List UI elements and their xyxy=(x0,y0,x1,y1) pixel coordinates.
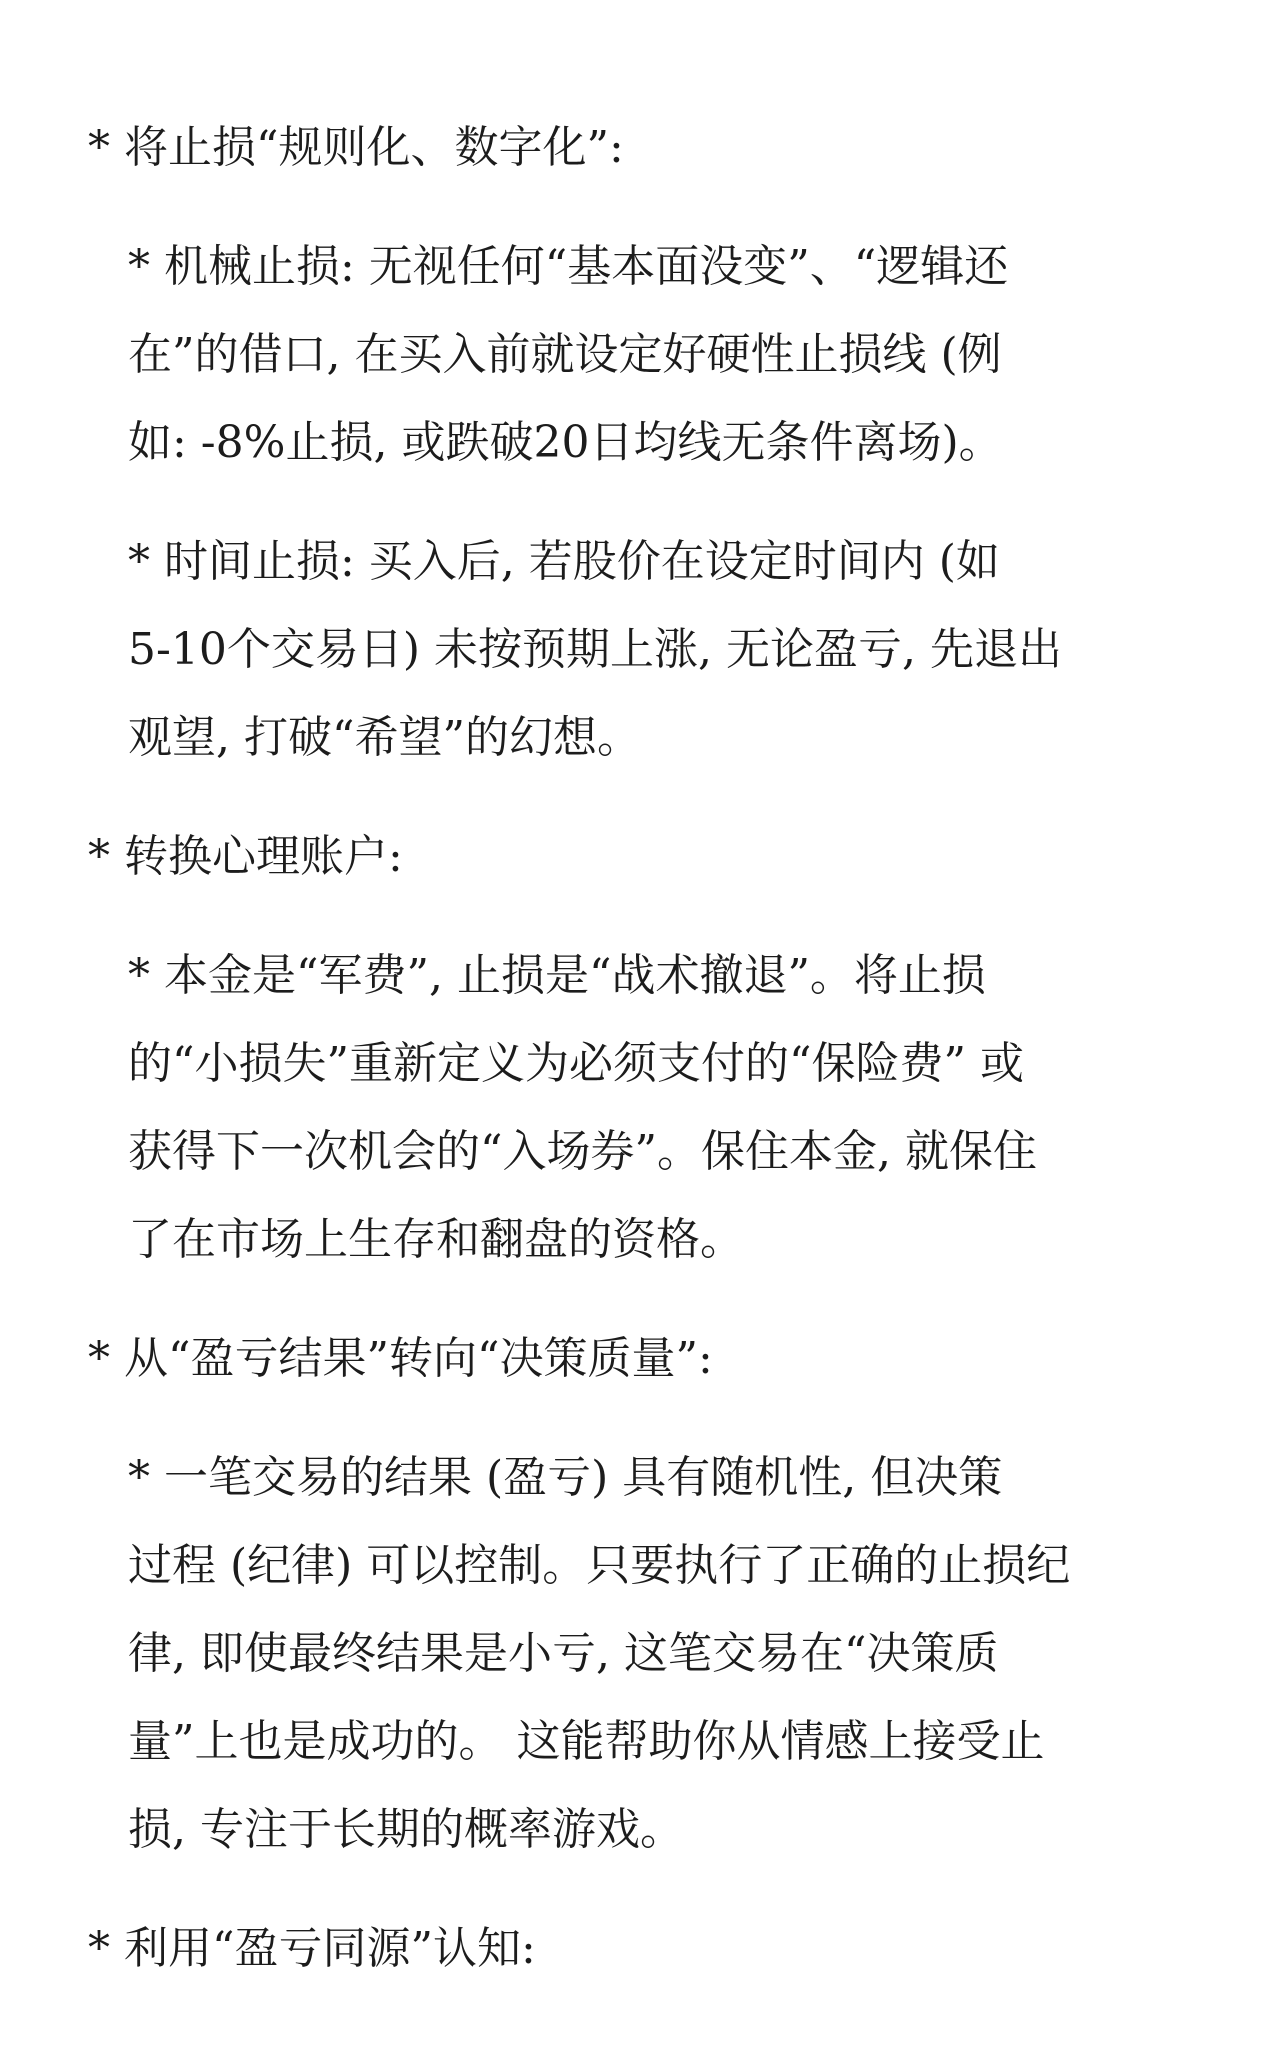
bullet-heading xyxy=(88,1905,1210,1993)
text-line: * 机械止损: 无视任何“基本面没变”、“逻辑还 xyxy=(128,241,1009,292)
text-line: 律, 即使最终结果是小亏, 这笔交易在“决策质 xyxy=(128,1628,999,1679)
text-line: * 时间止损: 买入后, 若股价在设定时间内 (如 xyxy=(128,536,1000,587)
sub-bullet-paragraph xyxy=(88,518,1210,782)
text-line: 观望, 打破“希望”的幻想。 xyxy=(128,712,641,763)
text-line: * 利用“盈亏同源”认知: xyxy=(88,1923,536,1974)
text-line: 获得下一次机会的“入场券”。保住本金, 就保住 xyxy=(128,1126,1037,1177)
text-line: * 转换心理账户: xyxy=(88,831,403,882)
text-line: 过程 (纪律) 可以控制。只要执行了正确的止损纪 xyxy=(128,1540,1071,1591)
text-line: 量”上也是成功的。 这能帮助你从情感上接受止 xyxy=(128,1716,1045,1767)
text-line: * 本金是“军费”, 止损是“战术撤退”。将止损 xyxy=(128,950,986,1001)
bullet-heading xyxy=(88,1315,1210,1403)
text-line: * 一笔交易的结果 (盈亏) 具有随机性, 但决策 xyxy=(128,1452,1003,1503)
sub-bullet-paragraph xyxy=(88,223,1210,487)
bullet-heading xyxy=(88,813,1210,901)
sub-bullet-paragraph xyxy=(88,932,1210,1284)
text-line: 如: -8%止损, 或跌破20日均线无条件离场)。 xyxy=(128,417,1003,468)
text-line: 损, 专注于长期的概率游戏。 xyxy=(128,1804,684,1855)
sub-bullet-paragraph xyxy=(88,1434,1210,1874)
text-line: 5-10个交易日) 未按预期上涨, 无论盈亏, 先退出 xyxy=(128,624,1062,675)
text-line: 了在市场上生存和翻盘的资格。 xyxy=(128,1214,744,1265)
text-line: * 将止损“规则化、数字化”: xyxy=(88,122,624,173)
bullet-heading xyxy=(88,104,1210,192)
text-line: * 从“盈亏结果”转向“决策质量”: xyxy=(88,1333,713,1384)
text-line: 的“小损失”重新定义为必须支付的“保险费” 或 xyxy=(128,1038,1024,1089)
text-line: 在”的借口, 在买入前就设定好硬性止损线 (例 xyxy=(128,329,1002,380)
